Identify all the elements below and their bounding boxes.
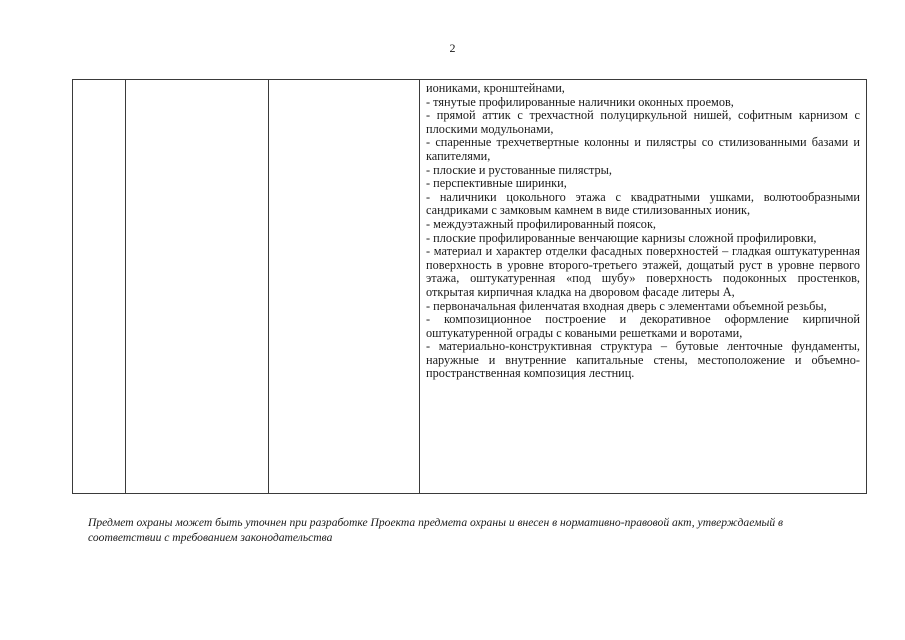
list-item: - спаренные трехчетвертные колонны и пилястры со стилизованными базами и капителями,	[426, 135, 860, 163]
list-item: иониками, кронштейнами,	[426, 81, 565, 95]
footer-note: Предмет охраны может быть уточнен при разработке Проекта предмета охраны и внесен в нормативно-правовой акт, утверждаемый в соответствии с требованием законодательства	[88, 516, 784, 544]
list-item: - плоские профилированные венчающие карнизы сложной профилировки,	[426, 230, 817, 245]
list-item: - материал и характер отделки фасадных поверхностей – гладкая оштукатуренная поверхность в уровне второго-третьего этажей, дощатый руст в уровне первого этажа, оштукатуренная «под шубу» поверхность подоконных простенков, открытая кирпичная кладка на дворовом фасаде литеры А,	[426, 244, 860, 299]
page-number: 2	[449, 41, 456, 55]
table-cell-object-name	[126, 80, 269, 494]
list-item: - первоначальная филенчатая входная дверь с элементами объемной резьбы,	[426, 298, 827, 313]
protection-subject-table	[72, 79, 867, 494]
table-cell-category	[269, 80, 420, 494]
list-item: - наличники цокольного этажа с квадратными ушками, волютообразными сандриками с замковым камнем в виде стилизованных ионик,	[426, 189, 860, 218]
list-item: - перспективные ширинки,	[426, 176, 567, 191]
list-item: - плоские и рустованные пилястры,	[426, 162, 612, 177]
table-cell-protection-subject	[420, 80, 867, 494]
list-item: - прямой аттик с трехчастной полуциркульной нишей, софитным карнизом с плоскими модульонами,	[426, 108, 860, 136]
list-item: - междуэтажный профилированный поясок,	[426, 216, 656, 231]
table-cell-number	[73, 80, 126, 494]
list-item: - материально-конструктивная структура – бутовые ленточные фундаменты, наружные и внутренние капитальные стены, местоположение и объемно-пространственная композиция лестниц.	[426, 339, 860, 381]
list-item: - тянутые профилированные наличники оконных проемов,	[426, 94, 734, 109]
list-item: - композиционное построение и декоративное оформление кирпичной оштукатуренной ограды с коваными решетками и воротами,	[426, 312, 860, 340]
table-row	[73, 80, 867, 494]
